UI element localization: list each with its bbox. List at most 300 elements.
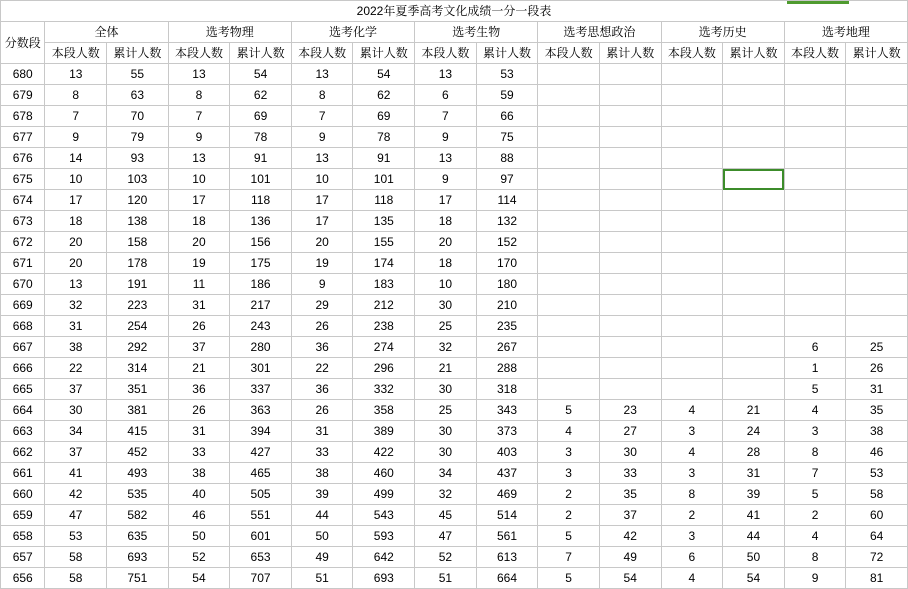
cell[interactable]: 132: [476, 211, 538, 232]
cell[interactable]: 41: [723, 505, 785, 526]
cell[interactable]: 64: [846, 526, 908, 547]
cell[interactable]: [661, 295, 723, 316]
cell[interactable]: 25: [415, 316, 477, 337]
cell[interactable]: [784, 211, 846, 232]
row-score-segment[interactable]: 656: [1, 568, 45, 589]
cell[interactable]: [599, 190, 661, 211]
cell[interactable]: 27: [599, 421, 661, 442]
cell[interactable]: 39: [291, 484, 353, 505]
cell[interactable]: 6: [415, 85, 477, 106]
cell[interactable]: 138: [107, 211, 169, 232]
cell[interactable]: 9: [168, 127, 230, 148]
cell[interactable]: 60: [846, 505, 908, 526]
row-score-segment[interactable]: 660: [1, 484, 45, 505]
cell[interactable]: 91: [353, 148, 415, 169]
cell[interactable]: 118: [230, 190, 292, 211]
cell[interactable]: 51: [415, 568, 477, 589]
cell[interactable]: 751: [107, 568, 169, 589]
cell[interactable]: [784, 148, 846, 169]
cell[interactable]: [599, 169, 661, 190]
cell[interactable]: 28: [723, 442, 785, 463]
cell[interactable]: 238: [353, 316, 415, 337]
cell[interactable]: [599, 85, 661, 106]
cell[interactable]: 13: [168, 64, 230, 85]
cell[interactable]: 3: [538, 463, 600, 484]
cell[interactable]: [784, 316, 846, 337]
cell[interactable]: 18: [168, 211, 230, 232]
row-score-segment[interactable]: 666: [1, 358, 45, 379]
cell[interactable]: 1: [784, 358, 846, 379]
cell[interactable]: [723, 316, 785, 337]
cell[interactable]: 212: [353, 295, 415, 316]
cell[interactable]: 17: [291, 190, 353, 211]
cell[interactable]: 543: [353, 505, 415, 526]
cell[interactable]: 17: [415, 190, 477, 211]
cell[interactable]: 54: [168, 568, 230, 589]
row-score-segment[interactable]: 661: [1, 463, 45, 484]
cell[interactable]: [661, 253, 723, 274]
cell[interactable]: 19: [291, 253, 353, 274]
cell[interactable]: 17: [168, 190, 230, 211]
cell[interactable]: [846, 316, 908, 337]
cell[interactable]: 4: [661, 442, 723, 463]
cell[interactable]: 337: [230, 379, 292, 400]
cell[interactable]: 37: [168, 337, 230, 358]
cell[interactable]: 103: [107, 169, 169, 190]
cell[interactable]: 63: [107, 85, 169, 106]
cell[interactable]: 5: [784, 484, 846, 505]
cell[interactable]: [538, 232, 600, 253]
cell[interactable]: [846, 232, 908, 253]
cell[interactable]: [661, 211, 723, 232]
cell[interactable]: 30: [45, 400, 107, 421]
cell[interactable]: 2: [538, 484, 600, 505]
cell[interactable]: [723, 127, 785, 148]
cell[interactable]: 158: [107, 232, 169, 253]
cell[interactable]: 292: [107, 337, 169, 358]
cell[interactable]: 53: [476, 64, 538, 85]
cell[interactable]: 30: [415, 421, 477, 442]
cell[interactable]: 707: [230, 568, 292, 589]
cell[interactable]: [846, 211, 908, 232]
cell[interactable]: 135: [353, 211, 415, 232]
cell[interactable]: 3: [661, 421, 723, 442]
cell[interactable]: 9: [415, 169, 477, 190]
cell[interactable]: 49: [599, 547, 661, 568]
cell[interactable]: [661, 169, 723, 190]
cell[interactable]: 8: [784, 547, 846, 568]
cell[interactable]: 69: [230, 106, 292, 127]
row-score-segment[interactable]: 676: [1, 148, 45, 169]
cell[interactable]: 10: [45, 169, 107, 190]
cell[interactable]: 18: [415, 253, 477, 274]
cell[interactable]: 21: [168, 358, 230, 379]
cell[interactable]: [846, 295, 908, 316]
cell[interactable]: 14: [45, 148, 107, 169]
cell[interactable]: 593: [353, 526, 415, 547]
cell[interactable]: 422: [353, 442, 415, 463]
cell[interactable]: 114: [476, 190, 538, 211]
cell[interactable]: 25: [846, 337, 908, 358]
cell[interactable]: 20: [291, 232, 353, 253]
cell[interactable]: 460: [353, 463, 415, 484]
cell[interactable]: 403: [476, 442, 538, 463]
cell[interactable]: 35: [599, 484, 661, 505]
cell[interactable]: [846, 148, 908, 169]
cell[interactable]: 91: [230, 148, 292, 169]
cell[interactable]: 30: [599, 442, 661, 463]
row-score-segment[interactable]: 677: [1, 127, 45, 148]
cell[interactable]: [661, 106, 723, 127]
cell[interactable]: [723, 211, 785, 232]
cell[interactable]: 30: [415, 379, 477, 400]
cell[interactable]: 13: [415, 148, 477, 169]
row-score-segment[interactable]: 678: [1, 106, 45, 127]
cell[interactable]: [599, 232, 661, 253]
cell[interactable]: [599, 379, 661, 400]
cell[interactable]: [538, 274, 600, 295]
cell[interactable]: 62: [230, 85, 292, 106]
cell[interactable]: 36: [291, 379, 353, 400]
cell[interactable]: [784, 253, 846, 274]
cell[interactable]: 389: [353, 421, 415, 442]
cell[interactable]: 191: [107, 274, 169, 295]
cell[interactable]: 469: [476, 484, 538, 505]
cell[interactable]: 44: [723, 526, 785, 547]
cell[interactable]: [784, 64, 846, 85]
cell[interactable]: 26: [168, 316, 230, 337]
cell[interactable]: 6: [661, 547, 723, 568]
cell[interactable]: [538, 295, 600, 316]
cell[interactable]: [846, 64, 908, 85]
cell[interactable]: 136: [230, 211, 292, 232]
cell[interactable]: [538, 85, 600, 106]
cell[interactable]: 25: [415, 400, 477, 421]
cell[interactable]: [784, 85, 846, 106]
cell[interactable]: [599, 148, 661, 169]
cell[interactable]: 217: [230, 295, 292, 316]
cell[interactable]: 514: [476, 505, 538, 526]
cell[interactable]: 5: [538, 400, 600, 421]
cell[interactable]: 31: [168, 295, 230, 316]
row-score-segment[interactable]: 680: [1, 64, 45, 85]
cell[interactable]: [599, 64, 661, 85]
cell[interactable]: 36: [168, 379, 230, 400]
row-score-segment[interactable]: 673: [1, 211, 45, 232]
cell[interactable]: [784, 232, 846, 253]
cell[interactable]: 31: [168, 421, 230, 442]
cell[interactable]: 7: [291, 106, 353, 127]
cell[interactable]: [661, 337, 723, 358]
cell[interactable]: [538, 379, 600, 400]
cell[interactable]: 332: [353, 379, 415, 400]
cell[interactable]: 39: [723, 484, 785, 505]
row-score-segment[interactable]: 675: [1, 169, 45, 190]
cell[interactable]: 5: [784, 379, 846, 400]
cell[interactable]: 582: [107, 505, 169, 526]
cell[interactable]: [538, 190, 600, 211]
cell[interactable]: 59: [476, 85, 538, 106]
cell[interactable]: 54: [230, 64, 292, 85]
cell[interactable]: 23: [599, 400, 661, 421]
cell[interactable]: 296: [353, 358, 415, 379]
cell[interactable]: 2: [538, 505, 600, 526]
cell[interactable]: [784, 127, 846, 148]
cell[interactable]: 9: [45, 127, 107, 148]
cell[interactable]: [846, 253, 908, 274]
row-score-segment[interactable]: 674: [1, 190, 45, 211]
cell[interactable]: [723, 148, 785, 169]
cell[interactable]: 26: [291, 400, 353, 421]
cell[interactable]: [723, 253, 785, 274]
cell[interactable]: 97: [476, 169, 538, 190]
cell[interactable]: 22: [291, 358, 353, 379]
cell[interactable]: [661, 64, 723, 85]
cell[interactable]: [538, 337, 600, 358]
cell[interactable]: 635: [107, 526, 169, 547]
row-score-segment[interactable]: 669: [1, 295, 45, 316]
cell[interactable]: [723, 190, 785, 211]
cell[interactable]: [661, 358, 723, 379]
cell[interactable]: 32: [415, 484, 477, 505]
cell[interactable]: 493: [107, 463, 169, 484]
cell[interactable]: 58: [45, 568, 107, 589]
cell[interactable]: 175: [230, 253, 292, 274]
cell[interactable]: [723, 64, 785, 85]
cell[interactable]: 38: [291, 463, 353, 484]
cell[interactable]: [846, 169, 908, 190]
cell[interactable]: 78: [353, 127, 415, 148]
cell[interactable]: [538, 106, 600, 127]
cell[interactable]: 101: [230, 169, 292, 190]
cell[interactable]: 20: [45, 253, 107, 274]
cell[interactable]: [784, 190, 846, 211]
cell[interactable]: 53: [846, 463, 908, 484]
cell[interactable]: 46: [846, 442, 908, 463]
cell[interactable]: 5: [538, 568, 600, 589]
cell[interactable]: [661, 127, 723, 148]
cell[interactable]: [538, 127, 600, 148]
cell[interactable]: 155: [353, 232, 415, 253]
cell[interactable]: [599, 358, 661, 379]
row-score-segment[interactable]: 664: [1, 400, 45, 421]
cell[interactable]: [723, 295, 785, 316]
cell[interactable]: 427: [230, 442, 292, 463]
cell[interactable]: 9: [784, 568, 846, 589]
row-score-segment[interactable]: 663: [1, 421, 45, 442]
cell[interactable]: [661, 379, 723, 400]
cell[interactable]: 9: [415, 127, 477, 148]
row-score-segment[interactable]: 671: [1, 253, 45, 274]
cell[interactable]: 58: [846, 484, 908, 505]
cell[interactable]: 31: [291, 421, 353, 442]
cell[interactable]: 7: [538, 547, 600, 568]
cell[interactable]: 33: [291, 442, 353, 463]
cell[interactable]: [538, 316, 600, 337]
cell[interactable]: [599, 211, 661, 232]
cell[interactable]: 3: [784, 421, 846, 442]
cell[interactable]: 358: [353, 400, 415, 421]
cell[interactable]: 535: [107, 484, 169, 505]
cell[interactable]: 52: [415, 547, 477, 568]
cell[interactable]: 72: [846, 547, 908, 568]
cell[interactable]: 4: [784, 400, 846, 421]
cell[interactable]: 30: [415, 442, 477, 463]
cell[interactable]: 40: [168, 484, 230, 505]
cell[interactable]: 17: [291, 211, 353, 232]
cell[interactable]: 69: [353, 106, 415, 127]
cell[interactable]: 54: [599, 568, 661, 589]
cell[interactable]: [784, 274, 846, 295]
cell[interactable]: 254: [107, 316, 169, 337]
cell[interactable]: 6: [784, 337, 846, 358]
cell[interactable]: [599, 127, 661, 148]
cell[interactable]: 8: [45, 85, 107, 106]
cell[interactable]: [538, 211, 600, 232]
selected-cell[interactable]: [723, 169, 785, 190]
cell[interactable]: 13: [45, 64, 107, 85]
row-score-segment[interactable]: 665: [1, 379, 45, 400]
cell[interactable]: 3: [661, 526, 723, 547]
cell[interactable]: 170: [476, 253, 538, 274]
cell[interactable]: [723, 274, 785, 295]
cell[interactable]: 44: [291, 505, 353, 526]
cell[interactable]: 79: [107, 127, 169, 148]
cell[interactable]: 75: [476, 127, 538, 148]
cell[interactable]: [599, 295, 661, 316]
cell[interactable]: 551: [230, 505, 292, 526]
cell[interactable]: 664: [476, 568, 538, 589]
cell[interactable]: 267: [476, 337, 538, 358]
cell[interactable]: 49: [291, 547, 353, 568]
cell[interactable]: 30: [415, 295, 477, 316]
cell[interactable]: 18: [45, 211, 107, 232]
cell[interactable]: 373: [476, 421, 538, 442]
cell[interactable]: 5: [538, 526, 600, 547]
cell[interactable]: 50: [291, 526, 353, 547]
cell[interactable]: 223: [107, 295, 169, 316]
cell[interactable]: 31: [846, 379, 908, 400]
cell[interactable]: [661, 316, 723, 337]
cell[interactable]: 45: [415, 505, 477, 526]
cell[interactable]: 13: [415, 64, 477, 85]
cell[interactable]: 13: [45, 274, 107, 295]
cell[interactable]: 642: [353, 547, 415, 568]
cell[interactable]: 58: [45, 547, 107, 568]
cell[interactable]: 26: [168, 400, 230, 421]
cell[interactable]: 78: [230, 127, 292, 148]
cell[interactable]: 561: [476, 526, 538, 547]
cell[interactable]: 301: [230, 358, 292, 379]
cell[interactable]: 88: [476, 148, 538, 169]
cell[interactable]: 394: [230, 421, 292, 442]
cell[interactable]: 70: [107, 106, 169, 127]
cell[interactable]: 3: [661, 463, 723, 484]
cell[interactable]: 4: [661, 400, 723, 421]
cell[interactable]: 180: [476, 274, 538, 295]
cell[interactable]: 13: [291, 148, 353, 169]
cell[interactable]: 20: [45, 232, 107, 253]
cell[interactable]: 10: [168, 169, 230, 190]
cell[interactable]: 54: [723, 568, 785, 589]
cell[interactable]: 186: [230, 274, 292, 295]
cell[interactable]: 18: [415, 211, 477, 232]
cell[interactable]: 41: [45, 463, 107, 484]
cell[interactable]: 26: [291, 316, 353, 337]
cell[interactable]: 8: [784, 442, 846, 463]
cell[interactable]: 38: [168, 463, 230, 484]
cell[interactable]: [846, 274, 908, 295]
cell[interactable]: [599, 253, 661, 274]
cell[interactable]: 93: [107, 148, 169, 169]
cell[interactable]: 243: [230, 316, 292, 337]
cell[interactable]: 499: [353, 484, 415, 505]
cell[interactable]: 381: [107, 400, 169, 421]
cell[interactable]: 318: [476, 379, 538, 400]
cell[interactable]: 118: [353, 190, 415, 211]
cell[interactable]: [661, 190, 723, 211]
cell[interactable]: 47: [45, 505, 107, 526]
cell[interactable]: 20: [168, 232, 230, 253]
cell[interactable]: 3: [538, 442, 600, 463]
cell[interactable]: 26: [846, 358, 908, 379]
cell[interactable]: 4: [661, 568, 723, 589]
cell[interactable]: 33: [599, 463, 661, 484]
cell[interactable]: 35: [846, 400, 908, 421]
cell[interactable]: 51: [291, 568, 353, 589]
cell[interactable]: 174: [353, 253, 415, 274]
cell[interactable]: 2: [784, 505, 846, 526]
cell[interactable]: 37: [599, 505, 661, 526]
cell[interactable]: 42: [599, 526, 661, 547]
cell[interactable]: 21: [723, 400, 785, 421]
cell[interactable]: 505: [230, 484, 292, 505]
cell[interactable]: 62: [353, 85, 415, 106]
cell[interactable]: 37: [45, 379, 107, 400]
cell[interactable]: 8: [291, 85, 353, 106]
cell[interactable]: 351: [107, 379, 169, 400]
cell[interactable]: 54: [353, 64, 415, 85]
cell[interactable]: [723, 85, 785, 106]
row-score-segment[interactable]: 668: [1, 316, 45, 337]
cell[interactable]: 31: [45, 316, 107, 337]
cell[interactable]: [723, 379, 785, 400]
cell[interactable]: 452: [107, 442, 169, 463]
cell[interactable]: [538, 64, 600, 85]
cell[interactable]: [661, 85, 723, 106]
cell[interactable]: 36: [291, 337, 353, 358]
row-score-segment[interactable]: 658: [1, 526, 45, 547]
cell[interactable]: [846, 85, 908, 106]
cell[interactable]: 465: [230, 463, 292, 484]
cell[interactable]: 2: [661, 505, 723, 526]
row-score-segment[interactable]: 679: [1, 85, 45, 106]
cell[interactable]: [538, 358, 600, 379]
cell[interactable]: 4: [538, 421, 600, 442]
cell[interactable]: 29: [291, 295, 353, 316]
cell[interactable]: 47: [415, 526, 477, 547]
cell[interactable]: 8: [168, 85, 230, 106]
cell[interactable]: [784, 106, 846, 127]
cell[interactable]: 8: [661, 484, 723, 505]
cell[interactable]: 22: [45, 358, 107, 379]
cell[interactable]: [846, 127, 908, 148]
cell[interactable]: 178: [107, 253, 169, 274]
cell[interactable]: 7: [784, 463, 846, 484]
cell[interactable]: 653: [230, 547, 292, 568]
cell[interactable]: 13: [291, 64, 353, 85]
cell[interactable]: 46: [168, 505, 230, 526]
